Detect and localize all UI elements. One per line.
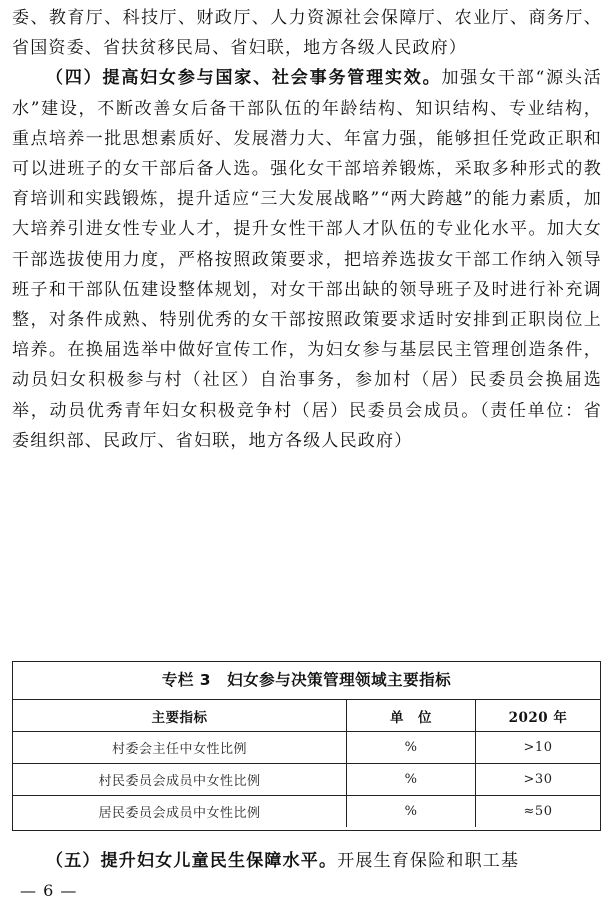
indicator-table: [13, 700, 600, 827]
indicator-unit: %: [347, 796, 476, 828]
indicator-box: [12, 661, 601, 831]
indicator-target: >30: [476, 764, 601, 796]
indicator-name: 居民委员会成员中女性比例: [13, 796, 347, 828]
indicator-target: ≈50: [523, 804, 553, 819]
header-year: 2020 年: [476, 700, 601, 732]
box-label: 专栏 3: [161, 671, 212, 689]
table-row: [13, 796, 600, 828]
page-number: — 6 —: [20, 881, 78, 900]
paragraph-section-5: [12, 846, 602, 876]
table-header-row: [13, 700, 600, 732]
section-4-heading: （四）提高妇女参与国家、社会事务管理实效。: [46, 68, 442, 89]
document-body: [12, 0, 602, 456]
section-4-body: 加强女干部“源头活水”建设，不断改善女后备干部队伍的年龄结构、知识结构、专业结构，重点培养一批思想素质好、发展潜力大、年富力强，能够担任党政正职和可以进班子的女干部后备人选。强化女干部培养锻炼，采取多种形式的教育培训和实践锻炼，提升适应“三大发展战略”“两大跨越”的能力素质，加大培养引进女性专业人才，提升女性干部人才队伍的专业化水平。加大女干部选拔使用力度，严格按照政策要求，把培养选拔女干部工作纳入领导班子和干部队伍建设整体规划，对女干部出缺的领导班子及时进行补充调整，对条件成熟、特别优秀的女干部按照政策要求适时安排到正职岗位上培养。在换届选举中做好宣传工作，为妇女参与基层民主管理创造条件，动员妇女积极参与村（社区）自治事务，参加村（居）民委员会换届选举，动员优秀青年妇女积极竞争村（居）民委员会成员。（责任单位：省委组织部、民政厅、省妇联，地方各级人民政府）: [12, 68, 602, 451]
table-row: [13, 732, 600, 764]
paragraph-section-4: [12, 63, 602, 456]
paragraph-continuation: 委、教育厅、科技厅、财政厅、人力资源社会保障厅、农业厅、商务厅、省国资委、省扶贫移民局、省妇联，地方各级人民政府）: [12, 8, 602, 59]
section-5-body: 开展生育保险和职工基: [337, 851, 520, 871]
indicator-name: 村委会主任中女性比例: [13, 732, 347, 764]
document-body-continued: [12, 846, 602, 876]
indicator-name: 村民委员会成员中女性比例: [13, 764, 347, 796]
indicator-unit: %: [347, 732, 476, 764]
box-title: 妇女参与决策管理领域主要指标: [227, 671, 452, 689]
header-unit: 单 位: [347, 700, 476, 732]
box-title-bar: [13, 662, 600, 700]
table-row: [13, 764, 600, 796]
section-5-heading: （五）提升妇女儿童民生保障水平。: [46, 851, 338, 871]
indicator-unit: %: [347, 764, 476, 796]
header-indicator: 主要指标: [13, 700, 347, 732]
indicator-target: >10: [476, 732, 601, 764]
